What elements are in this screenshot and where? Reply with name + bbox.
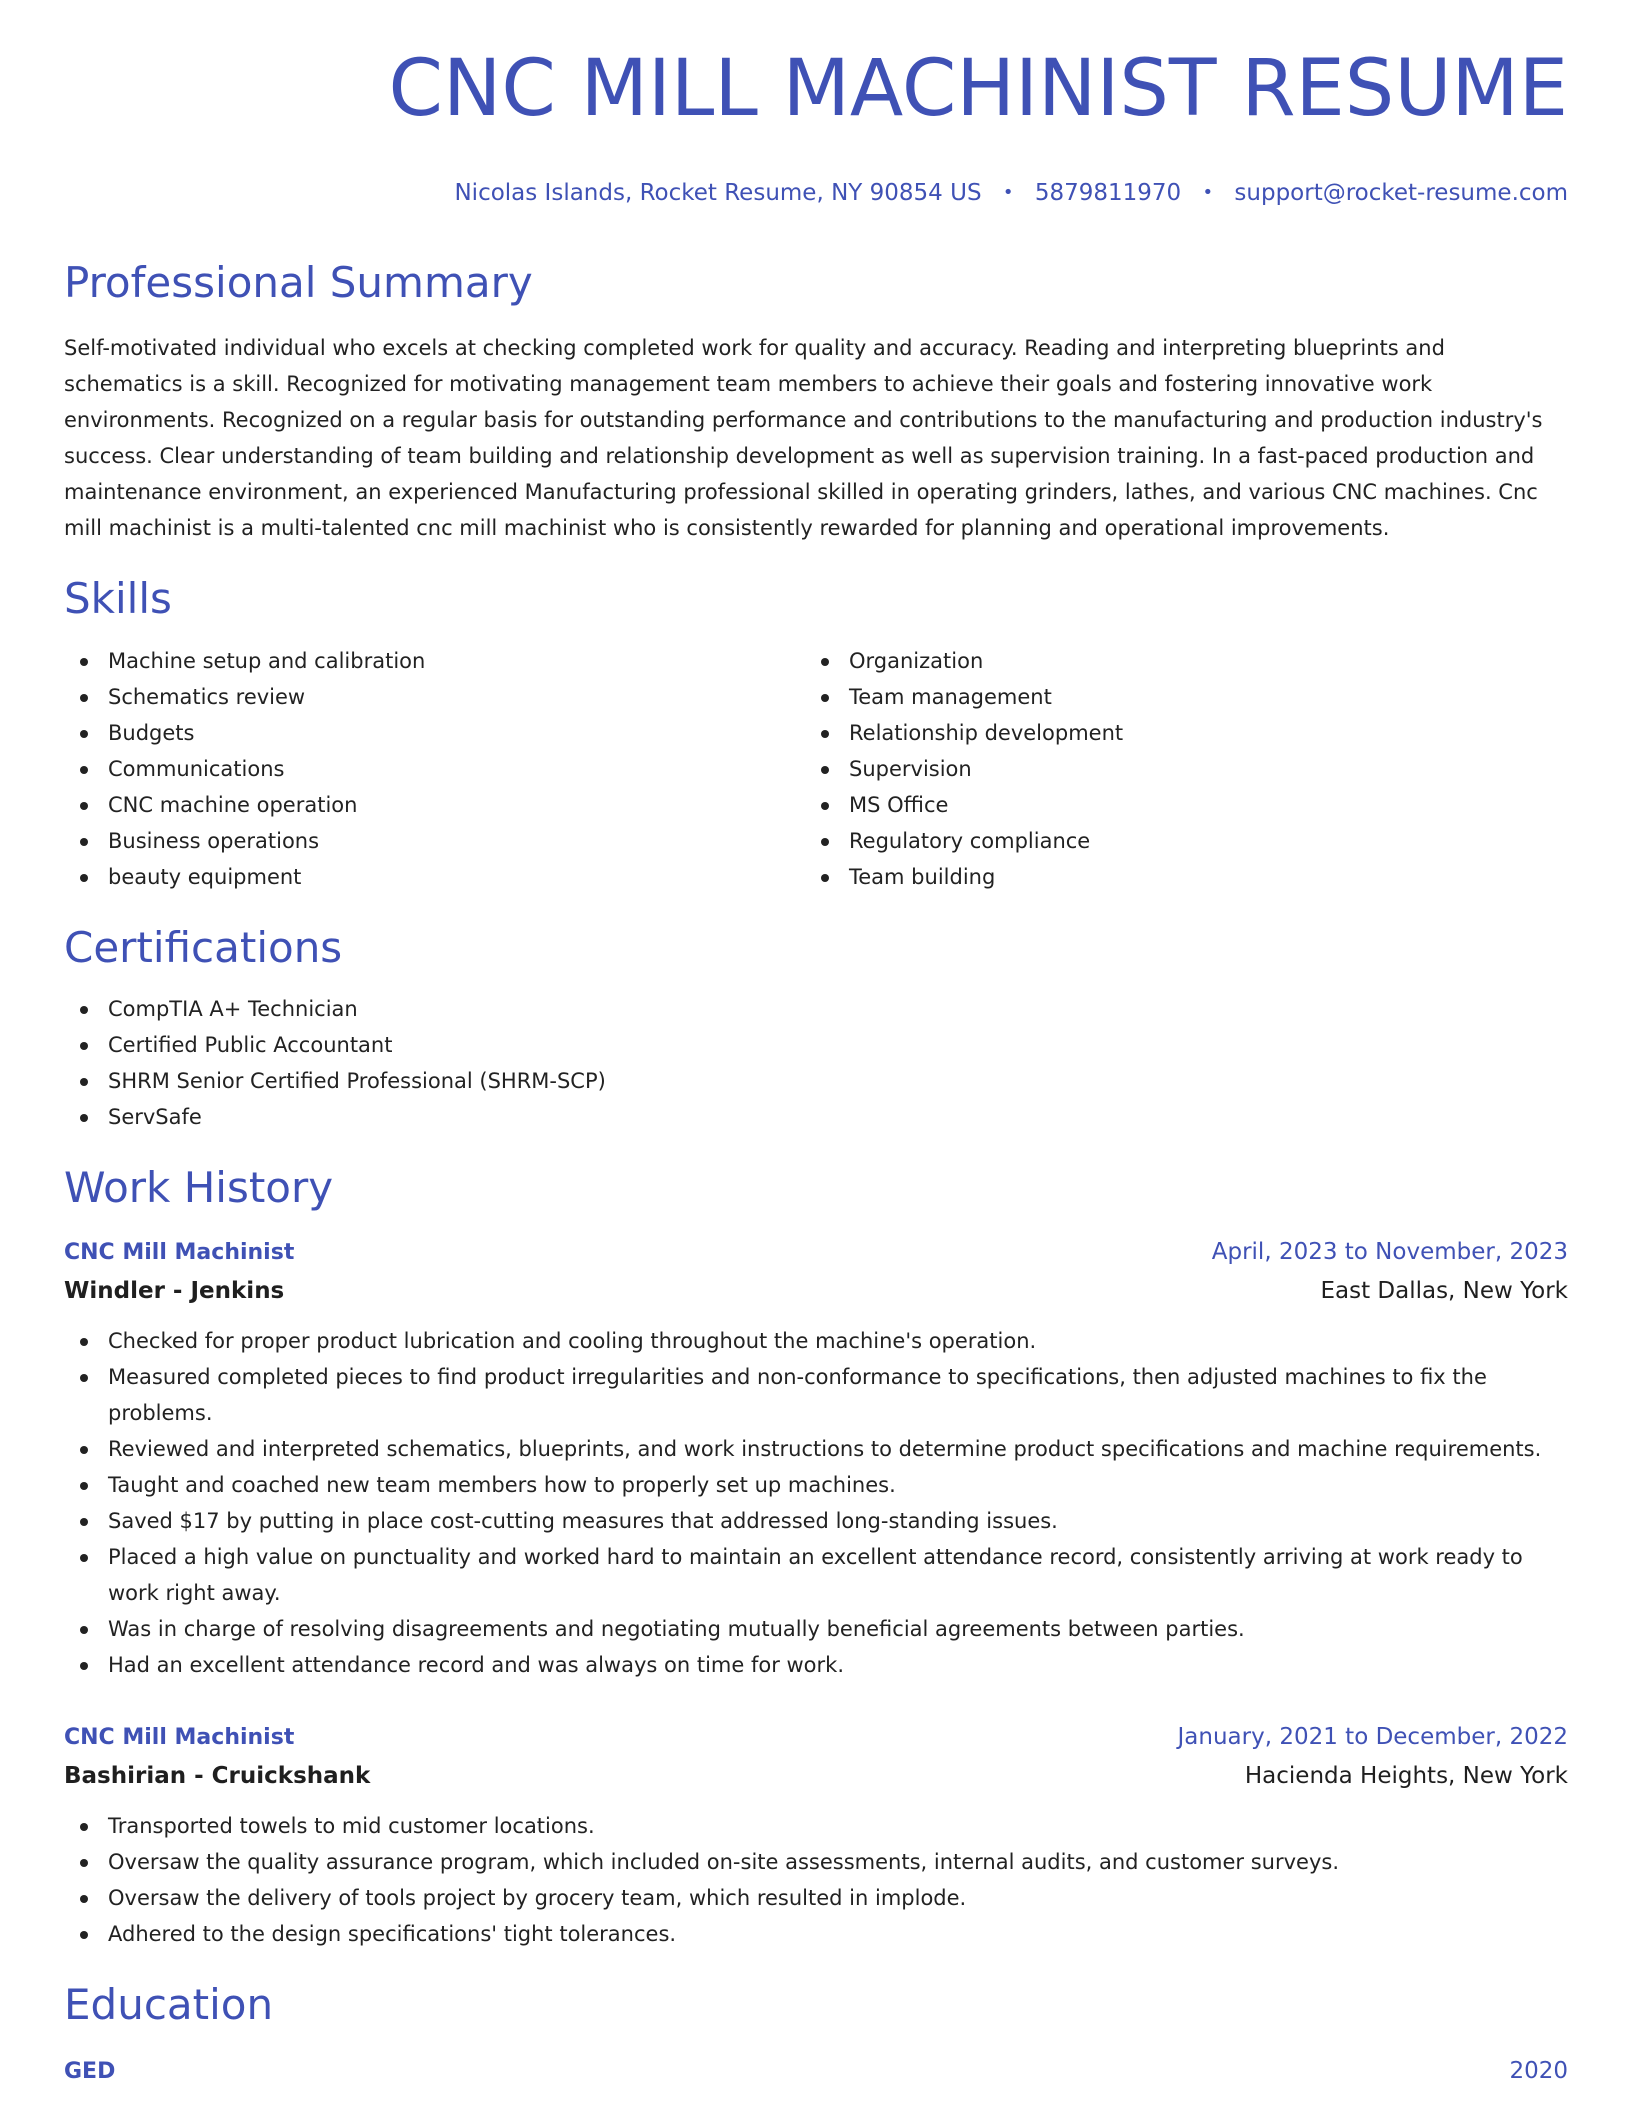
job-subheader xyxy=(64,1756,1568,1796)
skill-item: Regulatory compliance xyxy=(805,823,1568,859)
skill-item: Machine setup and calibration xyxy=(64,643,805,679)
skill-item: Team building xyxy=(805,859,1568,895)
skill-item: Schematics review xyxy=(64,679,805,715)
skill-item: Supervision xyxy=(805,751,1568,787)
skill-item: Communications xyxy=(64,751,805,787)
job-company: Windler - Jenkins xyxy=(64,1277,285,1304)
job-bullet: Taught and coached new team members how to properly set up machines. xyxy=(64,1467,1568,1503)
job-subheader xyxy=(64,1271,1568,1311)
job-entry xyxy=(64,1234,1568,1683)
education-heading: Education xyxy=(64,1979,274,2029)
summary-text: Self-motivated individual who excels at checking completed work for quality and accuracy. Reading and interpreting blueprints and schematics is a skill. Recognized for motivating management team members to achieve their goals and fostering innovative work environments. Recognized on a regular basis for outstanding performance and contributions to the manufacturing and production industry's success. Clear understanding of team building and relationship development as well as supervision training. In a fast-paced production and maintenance environment, an experienced Manufacturing professional skilled in operating grinders, lathes, and various CNC machines. Cnc mill machinist is a multi-talented cnc mill machinist who is consistently rewarded for planning and operational improvements. xyxy=(64,336,1543,541)
skill-item: Budgets xyxy=(64,715,805,751)
job-bullet: Oversaw the delivery of tools project by grocery team, which resulted in implode. xyxy=(64,1880,1568,1916)
certification-item: ServSafe xyxy=(64,1099,1568,1135)
job-bullet: Checked for proper product lubrication and cooling throughout the machine's operation. xyxy=(64,1323,1568,1359)
skill-item: Relationship development xyxy=(805,715,1568,751)
job-company: Bashirian - Cruickshank xyxy=(64,1762,371,1789)
certification-item: CompTIA A+ Technician xyxy=(64,991,1568,1027)
contact-address: Nicolas Islands, Rocket Resume, NY 90854 US xyxy=(454,180,982,206)
job-dates: January, 2021 to December, 2022 xyxy=(1177,1723,1568,1750)
job-bullet: Had an excellent attendance record and was always on time for work. xyxy=(64,1647,1568,1683)
job-bullet: Oversaw the quality assurance program, which included on-site assessments, internal audits, and customer surveys. xyxy=(64,1844,1568,1880)
job-bullets xyxy=(64,1808,1568,1952)
skill-item: CNC machine operation xyxy=(64,787,805,823)
skill-item: Business operations xyxy=(64,823,805,859)
job-dates: April, 2023 to November, 2023 xyxy=(1211,1238,1568,1265)
skills-section xyxy=(64,574,1568,894)
skill-item: beauty equipment xyxy=(64,859,805,895)
work-history-heading: Work History xyxy=(64,1163,334,1213)
summary-heading: Professional Summary xyxy=(64,258,533,307)
job-location: Hacienda Heights, New York xyxy=(1244,1762,1568,1789)
job-bullets xyxy=(64,1323,1568,1683)
education-entry xyxy=(64,2058,1568,2084)
skill-item: MS Office xyxy=(805,787,1568,823)
certifications-list xyxy=(64,991,1568,1135)
contact-email: support@rocket-resume.com xyxy=(1234,180,1568,206)
job-bullet: Adhered to the design specifications' tight tolerances. xyxy=(64,1916,1568,1952)
job-location: East Dallas, New York xyxy=(1320,1277,1568,1304)
job-header xyxy=(64,1719,1568,1756)
education-section xyxy=(64,1980,1568,2084)
contact-phone: 5879811970 xyxy=(1034,180,1182,206)
job-bullet: Reviewed and interpreted schematics, blueprints, and work instructions to determine product specifications and machine requirements. xyxy=(64,1431,1568,1467)
contact-line xyxy=(454,180,1568,206)
job-bullet: Transported towels to mid customer locations. xyxy=(64,1808,1568,1844)
skills-grid xyxy=(64,643,1568,895)
certifications-heading: Certifications xyxy=(64,922,343,972)
certifications-section xyxy=(64,923,1568,1135)
job-bullet: Was in charge of resolving disagreements and negotiating mutually beneficial agreements between parties. xyxy=(64,1611,1568,1647)
summary-section xyxy=(64,258,1568,546)
skills-list-right xyxy=(805,643,1568,895)
job-entry xyxy=(64,1719,1568,1952)
education-degree: GED xyxy=(64,2058,116,2084)
education-year: 2020 xyxy=(1509,2057,1568,2084)
job-bullet: Measured completed pieces to find product irregularities and non-conformance to specifications, then adjusted machines to fix the problems. xyxy=(64,1359,1568,1431)
skill-item: Organization xyxy=(805,643,1568,679)
job-bullet: Placed a high value on punctuality and worked hard to maintain an excellent attendance record, consistently arriving at work ready to work right away. xyxy=(64,1539,1568,1611)
job-title: CNC Mill Machinist xyxy=(64,1239,295,1265)
certification-item: Certified Public Accountant xyxy=(64,1027,1568,1063)
skills-list-left xyxy=(64,643,805,895)
resume-title: CNC MILL MACHINIST RESUME xyxy=(388,44,1568,134)
job-bullet: Saved $17 by putting in place cost-cutting measures that addressed long-standing issues. xyxy=(64,1503,1568,1539)
contact-separator: • xyxy=(1202,182,1214,203)
skill-item: Team management xyxy=(805,679,1568,715)
job-title: CNC Mill Machinist xyxy=(64,1724,295,1750)
skills-heading: Skills xyxy=(64,574,172,624)
work-history-section xyxy=(64,1163,1568,1951)
resume-content xyxy=(64,258,1568,2084)
contact-separator: • xyxy=(1002,182,1014,203)
certification-item: SHRM Senior Certified Professional (SHRM-SCP) xyxy=(64,1063,1568,1099)
job-header xyxy=(64,1234,1568,1271)
